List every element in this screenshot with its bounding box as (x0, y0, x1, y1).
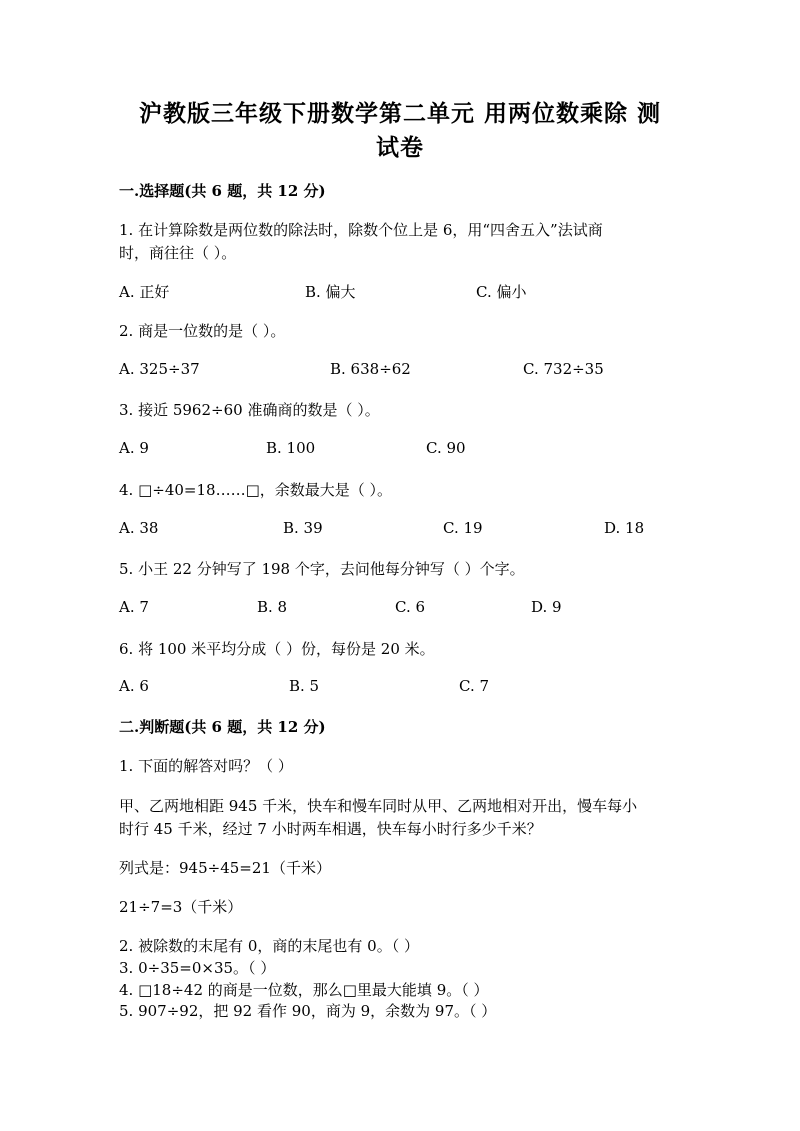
question-6: 6. 将 100 米平均分成（ ）份，每份是 20 米。 (119, 640, 435, 658)
judge-question-5: 5. 907÷92，把 92 看作 90，商为 9，余数为 97。（ ） (119, 1002, 497, 1020)
q3-option-c[interactable]: C. 90 (426, 439, 466, 457)
q6-option-c[interactable]: C. 7 (459, 677, 490, 695)
title-line-1: 沪教版三年级下册数学第二单元 用两位数乘除 测 (138, 100, 661, 127)
q1-option-b[interactable]: B. 偏大 (305, 283, 356, 301)
judge-question-1-formula-2: 21÷7=3（千米） (119, 898, 243, 916)
question-4: 4. □÷40=18……□，余数最大是（ ）。 (119, 481, 393, 499)
question-2: 2. 商是一位数的是（ ）。 (119, 322, 286, 340)
q4-option-b[interactable]: B. 39 (283, 519, 323, 537)
judge-question-1-body-line-2: 时行 45 千米，经过 7 小时两车相遇，快车每小时行多少千米？ (119, 820, 542, 838)
q4-option-d[interactable]: D. 18 (604, 519, 645, 537)
q5-option-d[interactable]: D. 9 (531, 598, 562, 616)
q5-option-a[interactable]: A. 7 (119, 598, 149, 616)
q3-option-b[interactable]: B. 100 (266, 439, 316, 457)
question-3: 3. 接近 5962÷60 准确商的数是（ ）。 (119, 401, 380, 419)
judge-question-3: 3. 0÷35=0×35。（ ） (119, 959, 276, 977)
question-1-line-1: 1. 在计算除数是两位数的除法时，除数个位上是 6，用“四舍五入”法试商 (119, 221, 603, 239)
question-1-line-2: 时，商往往（ ）。 (119, 244, 237, 262)
q2-option-c[interactable]: C. 732÷35 (523, 360, 604, 378)
judge-question-1: 1. 下面的解答对吗？（ ） (119, 757, 293, 775)
q4-option-a[interactable]: A. 38 (119, 519, 159, 537)
question-5: 5. 小王 22 分钟写了 198 个字，去问他每分钟写（ ）个字。 (119, 560, 525, 578)
section-heading-judgement: 二.判断题(共 6 题，共 12 分) (119, 718, 326, 736)
q6-option-a[interactable]: A. 6 (119, 677, 149, 695)
q1-option-c[interactable]: C. 偏小 (476, 283, 527, 301)
q1-option-a[interactable]: A. 正好 (119, 283, 170, 301)
q5-option-b[interactable]: B. 8 (257, 598, 288, 616)
q3-option-a[interactable]: A. 9 (119, 439, 149, 457)
page-title (100, 97, 700, 165)
judge-question-4: 4. □18÷42 的商是一位数，那么□里最大能填 9。（ ） (119, 981, 489, 999)
q2-option-b[interactable]: B. 638÷62 (330, 360, 411, 378)
section-heading-choice: 一.选择题(共 6 题，共 12 分) (119, 182, 326, 200)
q6-option-b[interactable]: B. 5 (289, 677, 320, 695)
judge-question-2: 2. 被除数的末尾有 0，商的末尾也有 0。（ ） (119, 937, 419, 955)
judge-question-1-body-line-1: 甲、乙两地相距 945 千米，快车和慢车同时从甲、乙两地相对开出，慢车每小 (119, 797, 638, 815)
title-line-2: 试卷 (376, 134, 424, 161)
q5-option-c[interactable]: C. 6 (395, 598, 426, 616)
judge-question-1-formula-1: 列式是：945÷45=21（千米） (119, 859, 331, 877)
q4-option-c[interactable]: C. 19 (443, 519, 483, 537)
q2-option-a[interactable]: A. 325÷37 (119, 360, 200, 378)
